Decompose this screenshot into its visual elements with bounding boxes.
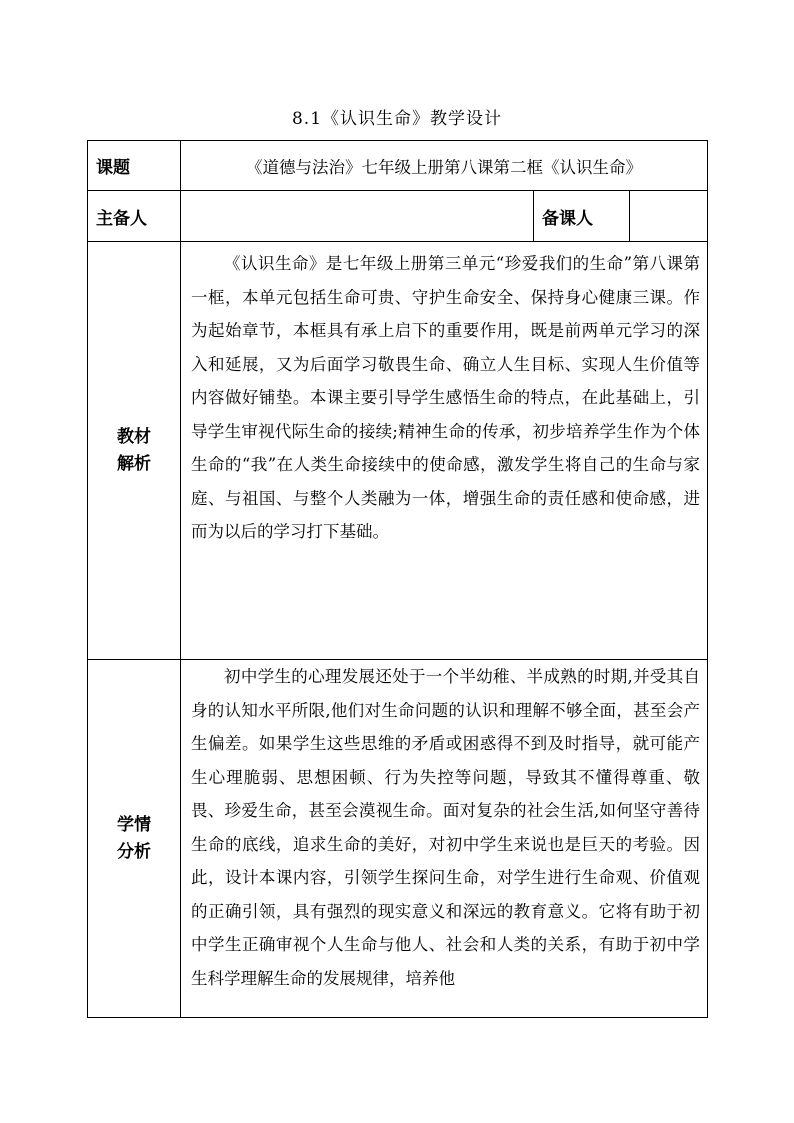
topic-row [88,141,708,191]
document-title: 8.1《认识生命》教学设计 [291,109,503,129]
lesson-plan-table [87,140,708,1018]
textbook-analysis-label [88,242,181,660]
textbook-analysis-label-line2: 解析 [117,453,151,474]
textbook-analysis-row [88,242,708,660]
student-analysis-label-line2: 分析 [117,841,151,862]
lesson-preparer-label: 备课人 [534,191,630,242]
student-analysis-paragraph: 初中学生的心理发展还处于一个半幼稚、半成熟的时期,并受其自身的认知水平所限,他们对生命问题的认识和理解不够全面，甚至会产生偏差。如果学生这些思维的矛盾或困惑得不到及时指导，就可能产生心理脆弱、思想困顿、行为失控等问题，导致其不懂得尊重、敬畏、珍爱生命，甚至会漠视生命。面对复杂的社会生活,如何坚守善待生命的底线，追求生命的美好，对初中学生来说也是巨天的考验。因此，设计本课内容，引领学生探问生命，对学生进行生命观、价值观的正确引领，具有强烈的现实意义和深远的教育意义。它将有助于初中学生正确审视个人生命与他人、社会和人类的关系，有助于初中学生科学理解生命的发展规律，培养他 [191,667,701,988]
student-analysis-content [181,660,708,1018]
lesson-preparer-value [630,191,708,242]
student-analysis-label [88,660,181,1018]
student-analysis-label-line1: 学情 [117,814,151,835]
textbook-analysis-label-line1: 教材 [117,426,151,447]
main-preparer-label: 主备人 [88,191,181,242]
topic-value: 《道德与法治》七年级上册第八课第二框《认识生命》 [181,141,708,191]
textbook-analysis-paragraph: 《认识生命》是七年级上册第三单元“珍爱我们的生命”第八课第一框，本单元包括生命可贵、守护生命安全、保持身心健康三课。作为起始章节，本框具有承上启下的重要作用，既是前两单元学习的深入和延展，又为后面学习敬畏生命、确立人生目标、实现人生价值等内容做好铺垫。本课主要引导学生感悟生命的特点，在此基础上，引导学生审视代际生命的接续;精神生命的传承，初步培养学生作为个体生命的“我”在人类生命接续中的使命感，激发学生将自己的生命与家庭、与祖国、与整个人类融为一体，增强生命的责任感和使命感，进而为以后的学习打下基础。 [191,254,701,541]
main-preparer-value [181,191,534,242]
student-analysis-row [88,660,708,1018]
topic-label: 课题 [88,141,181,191]
textbook-analysis-content [181,242,708,660]
preparer-row [88,191,708,242]
